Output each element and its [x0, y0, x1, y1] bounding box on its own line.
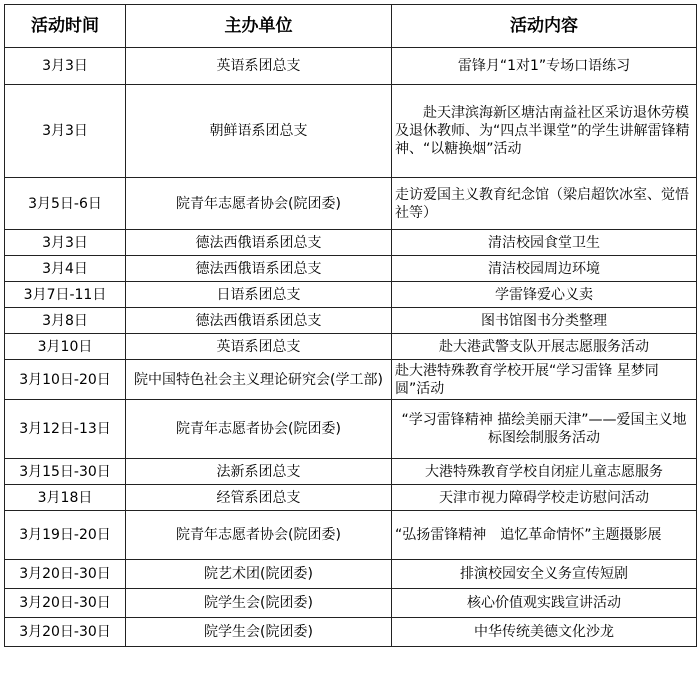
cell-date: 3月20日-30日 — [5, 560, 126, 589]
activity-table — [4, 4, 697, 647]
cell-organizer: 英语系团总支 — [126, 48, 392, 85]
table-row — [5, 560, 697, 589]
cell-content: 赴大港特殊教育学校开展“学习雷锋 星梦同圆”活动 — [392, 360, 697, 400]
cell-content: “学习雷锋精神 描绘美丽天津”——爱国主义地标图绘制服务活动 — [392, 400, 697, 459]
cell-organizer: 院学生会(院团委) — [126, 589, 392, 618]
cell-content: 大港特殊教育学校自闭症儿童志愿服务 — [392, 459, 697, 485]
cell-organizer: 英语系团总支 — [126, 334, 392, 360]
table-row — [5, 256, 697, 282]
cell-date: 3月12日-13日 — [5, 400, 126, 459]
cell-date: 3月8日 — [5, 308, 126, 334]
header-organizer: 主办单位 — [126, 5, 392, 48]
cell-date: 3月19日-20日 — [5, 511, 126, 560]
cell-content: 排演校园安全义务宣传短剧 — [392, 560, 697, 589]
cell-date: 3月3日 — [5, 85, 126, 178]
table-row — [5, 85, 697, 178]
cell-content: “弘扬雷锋精神 追忆革命情怀”主题摄影展 — [392, 511, 697, 560]
cell-organizer: 院中国特色社会主义理论研究会(学工部) — [126, 360, 392, 400]
cell-date: 3月18日 — [5, 485, 126, 511]
cell-content: 核心价值观实践宣讲活动 — [392, 589, 697, 618]
cell-date: 3月5日-6日 — [5, 178, 126, 230]
cell-date: 3月20日-30日 — [5, 618, 126, 647]
table-row — [5, 48, 697, 85]
cell-date: 3月3日 — [5, 230, 126, 256]
header-row — [5, 5, 697, 48]
table-row — [5, 178, 697, 230]
cell-content: 赴大港武警支队开展志愿服务活动 — [392, 334, 697, 360]
cell-organizer: 院青年志愿者协会(院团委) — [126, 400, 392, 459]
cell-content: 清洁校园周边环境 — [392, 256, 697, 282]
cell-organizer: 德法西俄语系团总支 — [126, 256, 392, 282]
cell-date: 3月3日 — [5, 48, 126, 85]
table-row — [5, 400, 697, 459]
table-row — [5, 360, 697, 400]
header-content: 活动内容 — [392, 5, 697, 48]
cell-organizer: 德法西俄语系团总支 — [126, 230, 392, 256]
cell-date: 3月10日 — [5, 334, 126, 360]
cell-organizer: 德法西俄语系团总支 — [126, 308, 392, 334]
cell-organizer: 院青年志愿者协会(院团委) — [126, 178, 392, 230]
cell-content: 走访爱国主义教育纪念馆（梁启超饮冰室、觉悟社等） — [392, 178, 697, 230]
cell-date: 3月15日-30日 — [5, 459, 126, 485]
cell-date: 3月4日 — [5, 256, 126, 282]
cell-organizer: 院学生会(院团委) — [126, 618, 392, 647]
table-row — [5, 618, 697, 647]
cell-content: 清洁校园食堂卫生 — [392, 230, 697, 256]
cell-date: 3月7日-11日 — [5, 282, 126, 308]
table-row — [5, 511, 697, 560]
cell-organizer: 朝鲜语系团总支 — [126, 85, 392, 178]
cell-organizer: 院青年志愿者协会(院团委) — [126, 511, 392, 560]
table-row — [5, 282, 697, 308]
cell-date: 3月20日-30日 — [5, 589, 126, 618]
cell-organizer: 日语系团总支 — [126, 282, 392, 308]
cell-content: 中华传统美德文化沙龙 — [392, 618, 697, 647]
cell-date: 3月10日-20日 — [5, 360, 126, 400]
cell-content: 雷锋月“1对1”专场口语练习 — [392, 48, 697, 85]
cell-content: 天津市视力障碍学校走访慰问活动 — [392, 485, 697, 511]
table-row — [5, 459, 697, 485]
header-date: 活动时间 — [5, 5, 126, 48]
cell-organizer: 院艺术团(院团委) — [126, 560, 392, 589]
table-row — [5, 308, 697, 334]
table-row — [5, 334, 697, 360]
cell-content: 图书馆图书分类整理 — [392, 308, 697, 334]
table-row — [5, 485, 697, 511]
table-row — [5, 589, 697, 618]
table-row — [5, 230, 697, 256]
cell-content: 赴天津滨海新区塘沽南益社区采访退休劳模及退休教师、为“四点半课堂”的学生讲解雷锋精神、“以糖换烟”活动 — [392, 85, 697, 178]
cell-content: 学雷锋爱心义卖 — [392, 282, 697, 308]
cell-organizer: 经管系团总支 — [126, 485, 392, 511]
cell-organizer: 法新系团总支 — [126, 459, 392, 485]
